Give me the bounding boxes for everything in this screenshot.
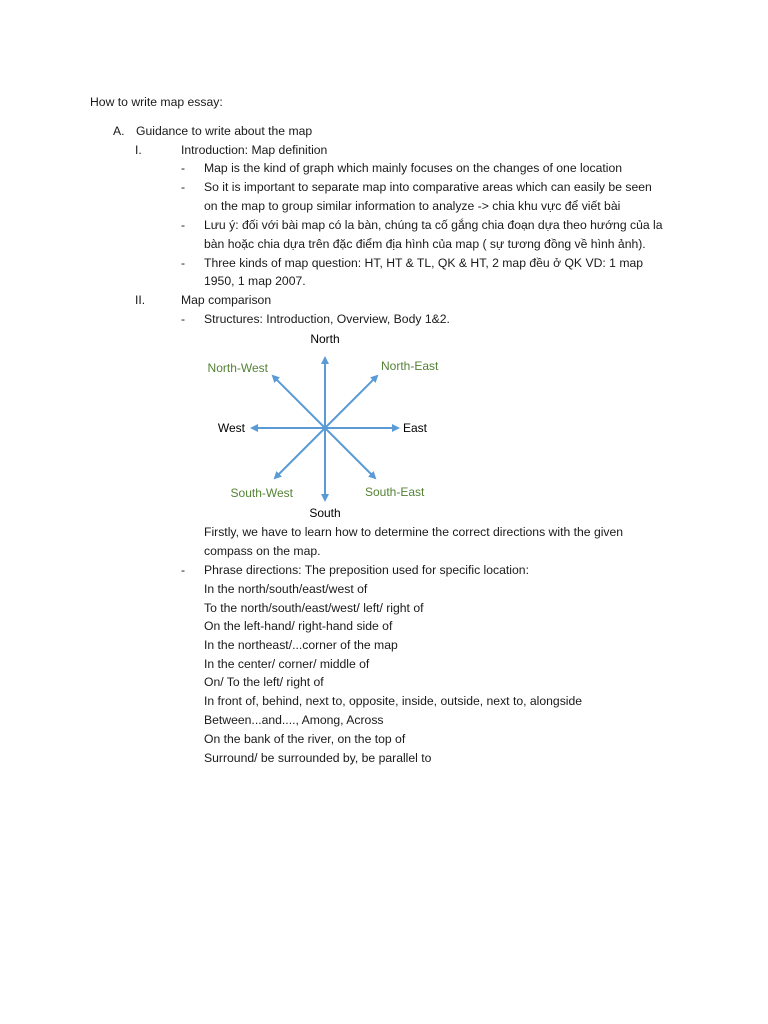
- phrase-item: Surround/ be surrounded by, be parallel to: [204, 751, 432, 765]
- section-a-marker: A.: [113, 124, 125, 138]
- arrow-south-east: [325, 428, 375, 478]
- label-east: East: [403, 421, 428, 435]
- label-west: West: [217, 421, 245, 435]
- phrase-item: In the north/south/east/west of: [204, 582, 368, 596]
- phrase-item: In the northeast/...corner of the map: [204, 638, 398, 652]
- phrase-item: In the center/ corner/ middle of: [204, 657, 370, 671]
- bullet-text: So it is important to separate map into comparative areas which can easily be seen: [204, 180, 652, 194]
- bullet-text: Three kinds of map question: HT, HT & TL, QK & HT, 2 map đều ở QK VD: 1 map: [204, 256, 644, 270]
- label-north-east: North-East: [381, 359, 439, 373]
- part-2-heading: Map comparison: [181, 293, 272, 307]
- bullet-text: Map is the kind of graph which mainly focuses on the changes of one location: [204, 161, 623, 175]
- bullet-text-continued: on the map to group similar information to analyze -> chia khu vực để viết bài: [204, 199, 621, 213]
- phrase-item: Between...and...., Among, Across: [204, 713, 384, 727]
- phrase-item: In front of, behind, next to, opposite, inside, outside, next to, alongside: [204, 694, 583, 708]
- document-title: How to write map essay:: [90, 95, 223, 109]
- arrow-north-east: [325, 376, 377, 428]
- label-north: North: [310, 332, 340, 346]
- compass-diagram: [195, 328, 455, 523]
- phrase-item: To the north/south/east/west/ left/ right of: [204, 601, 424, 615]
- arrow-south-west: [275, 428, 325, 478]
- bullet-text-continued: 1950, 1 map 2007.: [204, 274, 306, 288]
- bullet-dash: -: [181, 563, 186, 577]
- part-2-marker: II.: [135, 293, 146, 307]
- phrase-item: On the left-hand/ right-hand side of: [204, 619, 393, 633]
- part-1-marker: I.: [135, 143, 142, 157]
- label-south: South: [309, 506, 341, 520]
- section-a-heading: Guidance to write about the map: [136, 124, 313, 138]
- phrase-item: On/ To the left/ right of: [204, 675, 324, 689]
- bullet-dash: -: [181, 180, 186, 194]
- bullet-dash: -: [181, 312, 186, 326]
- bullet-dash: -: [181, 218, 186, 232]
- compass-note-continued: compass on the map.: [204, 544, 321, 558]
- phrase-directions-heading: Phrase directions: The preposition used for specific location:: [204, 563, 529, 577]
- part-1-heading: Introduction: Map definition: [181, 143, 328, 157]
- label-north-west: North-West: [207, 361, 268, 375]
- bullet-text: Lưu ý: đối với bài map có la bàn, chúng ta cố gắng chia đoạn dựa theo hướng của la: [204, 218, 663, 232]
- structures-text: Structures: Introduction, Overview, Body 1&2.: [204, 312, 450, 326]
- arrow-north-west: [273, 376, 325, 428]
- label-south-east: South-East: [365, 485, 425, 499]
- bullet-dash: -: [181, 256, 186, 270]
- bullet-dash: -: [181, 161, 186, 175]
- compass-note: Firstly, we have to learn how to determine the correct directions with the given: [204, 525, 624, 539]
- label-south-west: South-West: [230, 486, 293, 500]
- phrase-item: On the bank of the river, on the top of: [204, 732, 406, 746]
- bullet-text-continued: bàn hoặc chia dựa trên đặc điểm địa hình của map ( sự tương đồng về hình ảnh).: [204, 237, 646, 251]
